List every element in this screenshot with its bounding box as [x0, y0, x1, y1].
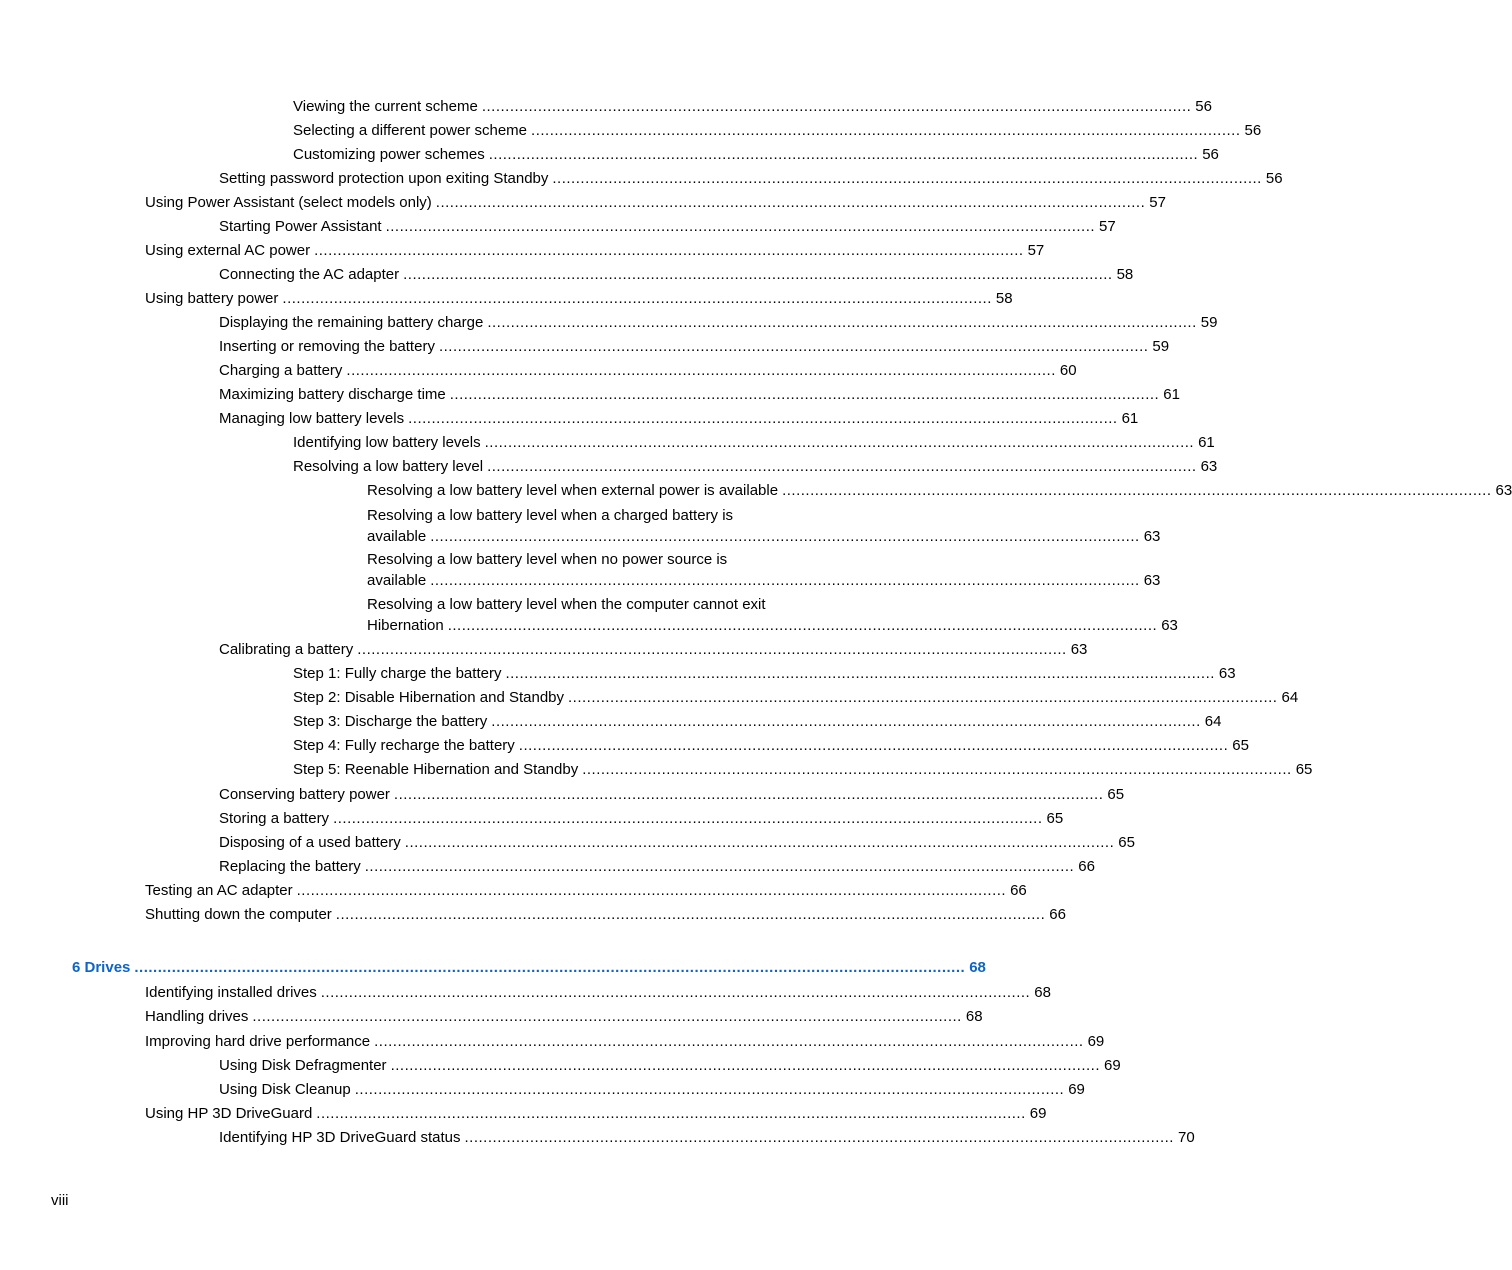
dot-leader: ........................................................................................................................................................: [393, 786, 1104, 803]
dot-leader: ........................................................................................................................................................: [491, 713, 1201, 730]
dot-leader: ........................................................................................................................................................: [552, 170, 1262, 187]
page-number: 59: [1152, 338, 1170, 355]
entry-title: Charging a battery: [219, 362, 343, 379]
page-number: 59: [1200, 314, 1218, 331]
toc-entry[interactable]: [219, 336, 1170, 357]
entry-title: Identifying HP 3D DriveGuard status: [219, 1129, 461, 1146]
page-number: 56: [1265, 170, 1283, 187]
entry-title: Using Disk Defragmenter: [219, 1057, 387, 1074]
dot-leader: ........................................................................................................................................................: [320, 984, 1031, 1001]
toc-entry[interactable]: [145, 880, 1027, 901]
entry-title-line1: Resolving a low battery level when the computer cannot exit: [367, 596, 766, 613]
entry-title: Disposing of a used battery: [219, 834, 401, 851]
page-number: 58: [995, 290, 1013, 307]
toc-entry[interactable]: [219, 1127, 1195, 1148]
toc-entry[interactable]: [293, 759, 1313, 780]
toc-entry[interactable]: [145, 192, 1166, 213]
page-number: 65: [1107, 786, 1125, 803]
page-number: 61: [1121, 410, 1139, 427]
dot-leader: ........................................................................................................................................................: [364, 858, 1075, 875]
toc-entry[interactable]: [293, 144, 1219, 165]
toc-entry[interactable]: [293, 432, 1215, 453]
entry-title: Setting password protection upon exiting Standby: [219, 170, 549, 187]
page-number: 63: [1070, 641, 1088, 658]
entry-title: Improving hard drive performance: [145, 1033, 371, 1050]
entry-title: Using battery power: [145, 290, 279, 307]
dot-leader: ........................................................................................................................................................: [435, 194, 1146, 211]
page-number: 65: [1118, 834, 1135, 851]
dot-leader: ........................................................................................................................................................: [481, 98, 1192, 115]
entry-title: Identifying low battery levels: [293, 434, 481, 451]
toc-entry[interactable]: [145, 1006, 983, 1027]
page-number: 63: [1161, 617, 1178, 634]
entry-title: available: [367, 572, 427, 589]
page-number: 65: [1232, 737, 1249, 754]
page-number: 58: [1116, 266, 1134, 283]
dot-leader: ........................................................................................................................................................: [252, 1008, 962, 1025]
entry-title: Shutting down the computer: [145, 906, 332, 923]
toc-entry[interactable]: [219, 856, 1095, 877]
entry-title: Displaying the remaining battery charge: [219, 314, 484, 331]
toc-entry[interactable]: [293, 735, 1249, 756]
entry-title: Managing low battery levels: [219, 410, 405, 427]
entry-title: Inserting or removing the battery: [219, 338, 435, 355]
toc-entry[interactable]: [219, 639, 1088, 660]
toc-entry[interactable]: [219, 312, 1218, 333]
toc-entry[interactable]: [219, 264, 1134, 285]
toc-entry[interactable]: [293, 711, 1222, 732]
toc-entry[interactable]: [219, 384, 1180, 405]
entry-title: Selecting a different power scheme: [293, 122, 528, 139]
entry-title-line1: Resolving a low battery level when a charged battery is: [367, 507, 734, 524]
toc-entry[interactable]: [219, 360, 1077, 381]
page-number: 63: [1495, 482, 1512, 499]
dot-leader: ........................................................................................................................................................: [404, 834, 1115, 851]
toc-entry[interactable]: [145, 288, 1013, 309]
chapter-title: 6 Drives: [72, 959, 131, 976]
page-folio: viii: [51, 1192, 69, 1209]
page-number: 66: [1078, 858, 1095, 875]
toc-entry[interactable]: [219, 168, 1283, 189]
page-number: 69: [1087, 1033, 1105, 1050]
entry-title: Connecting the AC adapter: [219, 266, 400, 283]
dot-leader: ........................................................................................................................................................: [582, 761, 1292, 778]
page-number: 56: [1195, 98, 1212, 115]
entry-title: Step 4: Fully recharge the battery: [293, 737, 515, 754]
entry-title: Identifying installed drives: [145, 984, 317, 1001]
entry-title: Calibrating a battery: [219, 641, 354, 658]
dot-leader: ........................................................................................................................................................: [568, 689, 1278, 706]
entry-title: Maximizing battery discharge time: [219, 386, 446, 403]
dot-leader: ........................................................................................................................................................: [374, 1033, 1084, 1050]
entry-title: Starting Power Assistant: [219, 218, 382, 235]
entry-title: available: [367, 528, 427, 545]
entry-title: Testing an AC adapter: [145, 882, 293, 899]
entry-title-line1: Resolving a low battery level when no power source is: [367, 551, 728, 568]
dot-leader: ........................................................................................................................................................: [403, 266, 1113, 283]
dot-leader: ........................................................................................................................................................: [357, 641, 1067, 658]
toc-entry[interactable]: [145, 240, 1045, 261]
page-number: 66: [1049, 906, 1066, 923]
page-number: 69: [1104, 1057, 1121, 1074]
page-number: 61: [1163, 386, 1180, 403]
entry-title: Viewing the current scheme: [293, 98, 478, 115]
entry-title: Using HP 3D DriveGuard: [145, 1105, 313, 1122]
dot-leader: ........................................................................................................................................................: [333, 810, 1043, 827]
page-number: 64: [1204, 713, 1222, 730]
entry-title: Using Power Assistant (select models only): [145, 194, 432, 211]
dot-leader: ........................................................................................................................................................: [346, 362, 1056, 379]
dot-leader: ........................................................................................................................................................: [385, 218, 1096, 235]
page-number: 57: [1149, 194, 1166, 211]
toc-entry[interactable]: [293, 120, 1262, 141]
page-number: 68: [965, 1008, 983, 1025]
page-number: 68: [969, 959, 986, 976]
toc-entry[interactable]: [293, 456, 1218, 477]
dot-leader: ........................................................................................................................................................: [487, 314, 1197, 331]
entry-title: Using Disk Cleanup: [219, 1081, 351, 1098]
entry-title: Replacing the battery: [219, 858, 361, 875]
entry-title: Storing a battery: [219, 810, 330, 827]
page-number: 56: [1202, 146, 1219, 163]
toc-entry[interactable]: [219, 784, 1125, 805]
entry-title: Conserving battery power: [219, 786, 390, 803]
toc-entry[interactable]: [219, 832, 1135, 853]
dot-leader: ........................................................................................................................................................: [505, 665, 1215, 682]
dot-leader: ........................................................................................................................................................: [487, 458, 1197, 475]
toc-entry[interactable]: [367, 505, 1161, 547]
toc-entry[interactable]: [219, 1079, 1085, 1100]
toc-entry[interactable]: [145, 1031, 1105, 1052]
dot-leader: ........................................................................................................................................................: [488, 146, 1199, 163]
dot-leader: ........................................................................................................................................................: [282, 290, 992, 307]
page-number: 64: [1281, 689, 1299, 706]
entry-title: Handling drives: [145, 1008, 249, 1025]
page-number: 70: [1177, 1129, 1195, 1146]
toc-entry[interactable]: [293, 96, 1212, 117]
dot-leader: ........................................................................................................................................................: [464, 1129, 1174, 1146]
dot-leader: ........................................................................................................................................................: [296, 882, 1007, 899]
entry-title: Resolving a low battery level when external power is available: [367, 482, 779, 499]
page-number: 63: [1143, 528, 1161, 545]
page-number: 57: [1099, 218, 1116, 235]
page-number: 68: [1034, 984, 1051, 1001]
dot-leader: ........................................................................................................................................................: [782, 482, 1492, 499]
page-number: 61: [1198, 434, 1215, 451]
page-number: 63: [1218, 665, 1236, 682]
toc-entry[interactable]: [367, 594, 1178, 636]
dot-leader: ........................................................................................................................................................: [390, 1057, 1101, 1074]
toc-entry[interactable]: [367, 549, 1161, 591]
page-number: 66: [1010, 882, 1027, 899]
dot-leader: ........................................................................................................................................................: [314, 242, 1024, 259]
dot-leader: ........................................................................................................................................................: [354, 1081, 1065, 1098]
dot-leader: ........................................................................................................................................................: [430, 572, 1140, 589]
toc-chapter-entry[interactable]: [72, 957, 986, 978]
dot-leader: ........................................................................................................................................................: [518, 737, 1229, 754]
entry-title: Using external AC power: [145, 242, 311, 259]
page-number: 69: [1029, 1105, 1047, 1122]
toc-entry[interactable]: [145, 904, 1066, 925]
entry-title: Step 1: Fully charge the battery: [293, 665, 502, 682]
entry-title: Resolving a low battery level: [293, 458, 484, 475]
page-number: 65: [1295, 761, 1313, 778]
toc-entry[interactable]: [145, 982, 1051, 1003]
entry-title: Customizing power schemes: [293, 146, 485, 163]
dot-leader: ........................................................................................................................................................: [316, 1105, 1026, 1122]
toc-entry[interactable]: [219, 216, 1116, 237]
toc-entry[interactable]: [145, 1103, 1047, 1124]
entry-title: Step 2: Disable Hibernation and Standby: [293, 689, 565, 706]
page-number: 56: [1244, 122, 1262, 139]
toc-entry[interactable]: [219, 408, 1139, 429]
dot-leader: ........................................................................................................................................................: [438, 338, 1149, 355]
dot-leader: ........................................................................................................................................................: [430, 528, 1140, 545]
toc-entry[interactable]: [219, 1055, 1121, 1076]
dot-leader: ........................................................................................................................................................: [408, 410, 1118, 427]
dot-leader: ........................................................................................................................................................: [335, 906, 1046, 923]
page-number: 57: [1027, 242, 1045, 259]
page-number: 63: [1200, 458, 1218, 475]
entry-title: Hibernation: [367, 617, 444, 634]
dot-leader: ........................................................................................................................................................: [531, 122, 1241, 139]
dot-leader: ........................................................................................................................................................: [484, 434, 1195, 451]
page-number: 60: [1059, 362, 1077, 379]
page-number: 63: [1143, 572, 1161, 589]
entry-title: Step 3: Discharge the battery: [293, 713, 488, 730]
toc-entry[interactable]: [293, 663, 1236, 684]
dot-leader: ........................................................................................................................................................: [447, 617, 1158, 634]
dot-leader: ..................................................................................................................................................................................: [134, 959, 966, 976]
entry-title: Step 5: Reenable Hibernation and Standby: [293, 761, 579, 778]
page-number: 69: [1068, 1081, 1085, 1098]
page-number: 65: [1046, 810, 1064, 827]
toc-entry[interactable]: [367, 480, 1512, 501]
toc-entry[interactable]: [293, 687, 1299, 708]
toc-entry[interactable]: [219, 808, 1064, 829]
dot-leader: ........................................................................................................................................................: [449, 386, 1160, 403]
